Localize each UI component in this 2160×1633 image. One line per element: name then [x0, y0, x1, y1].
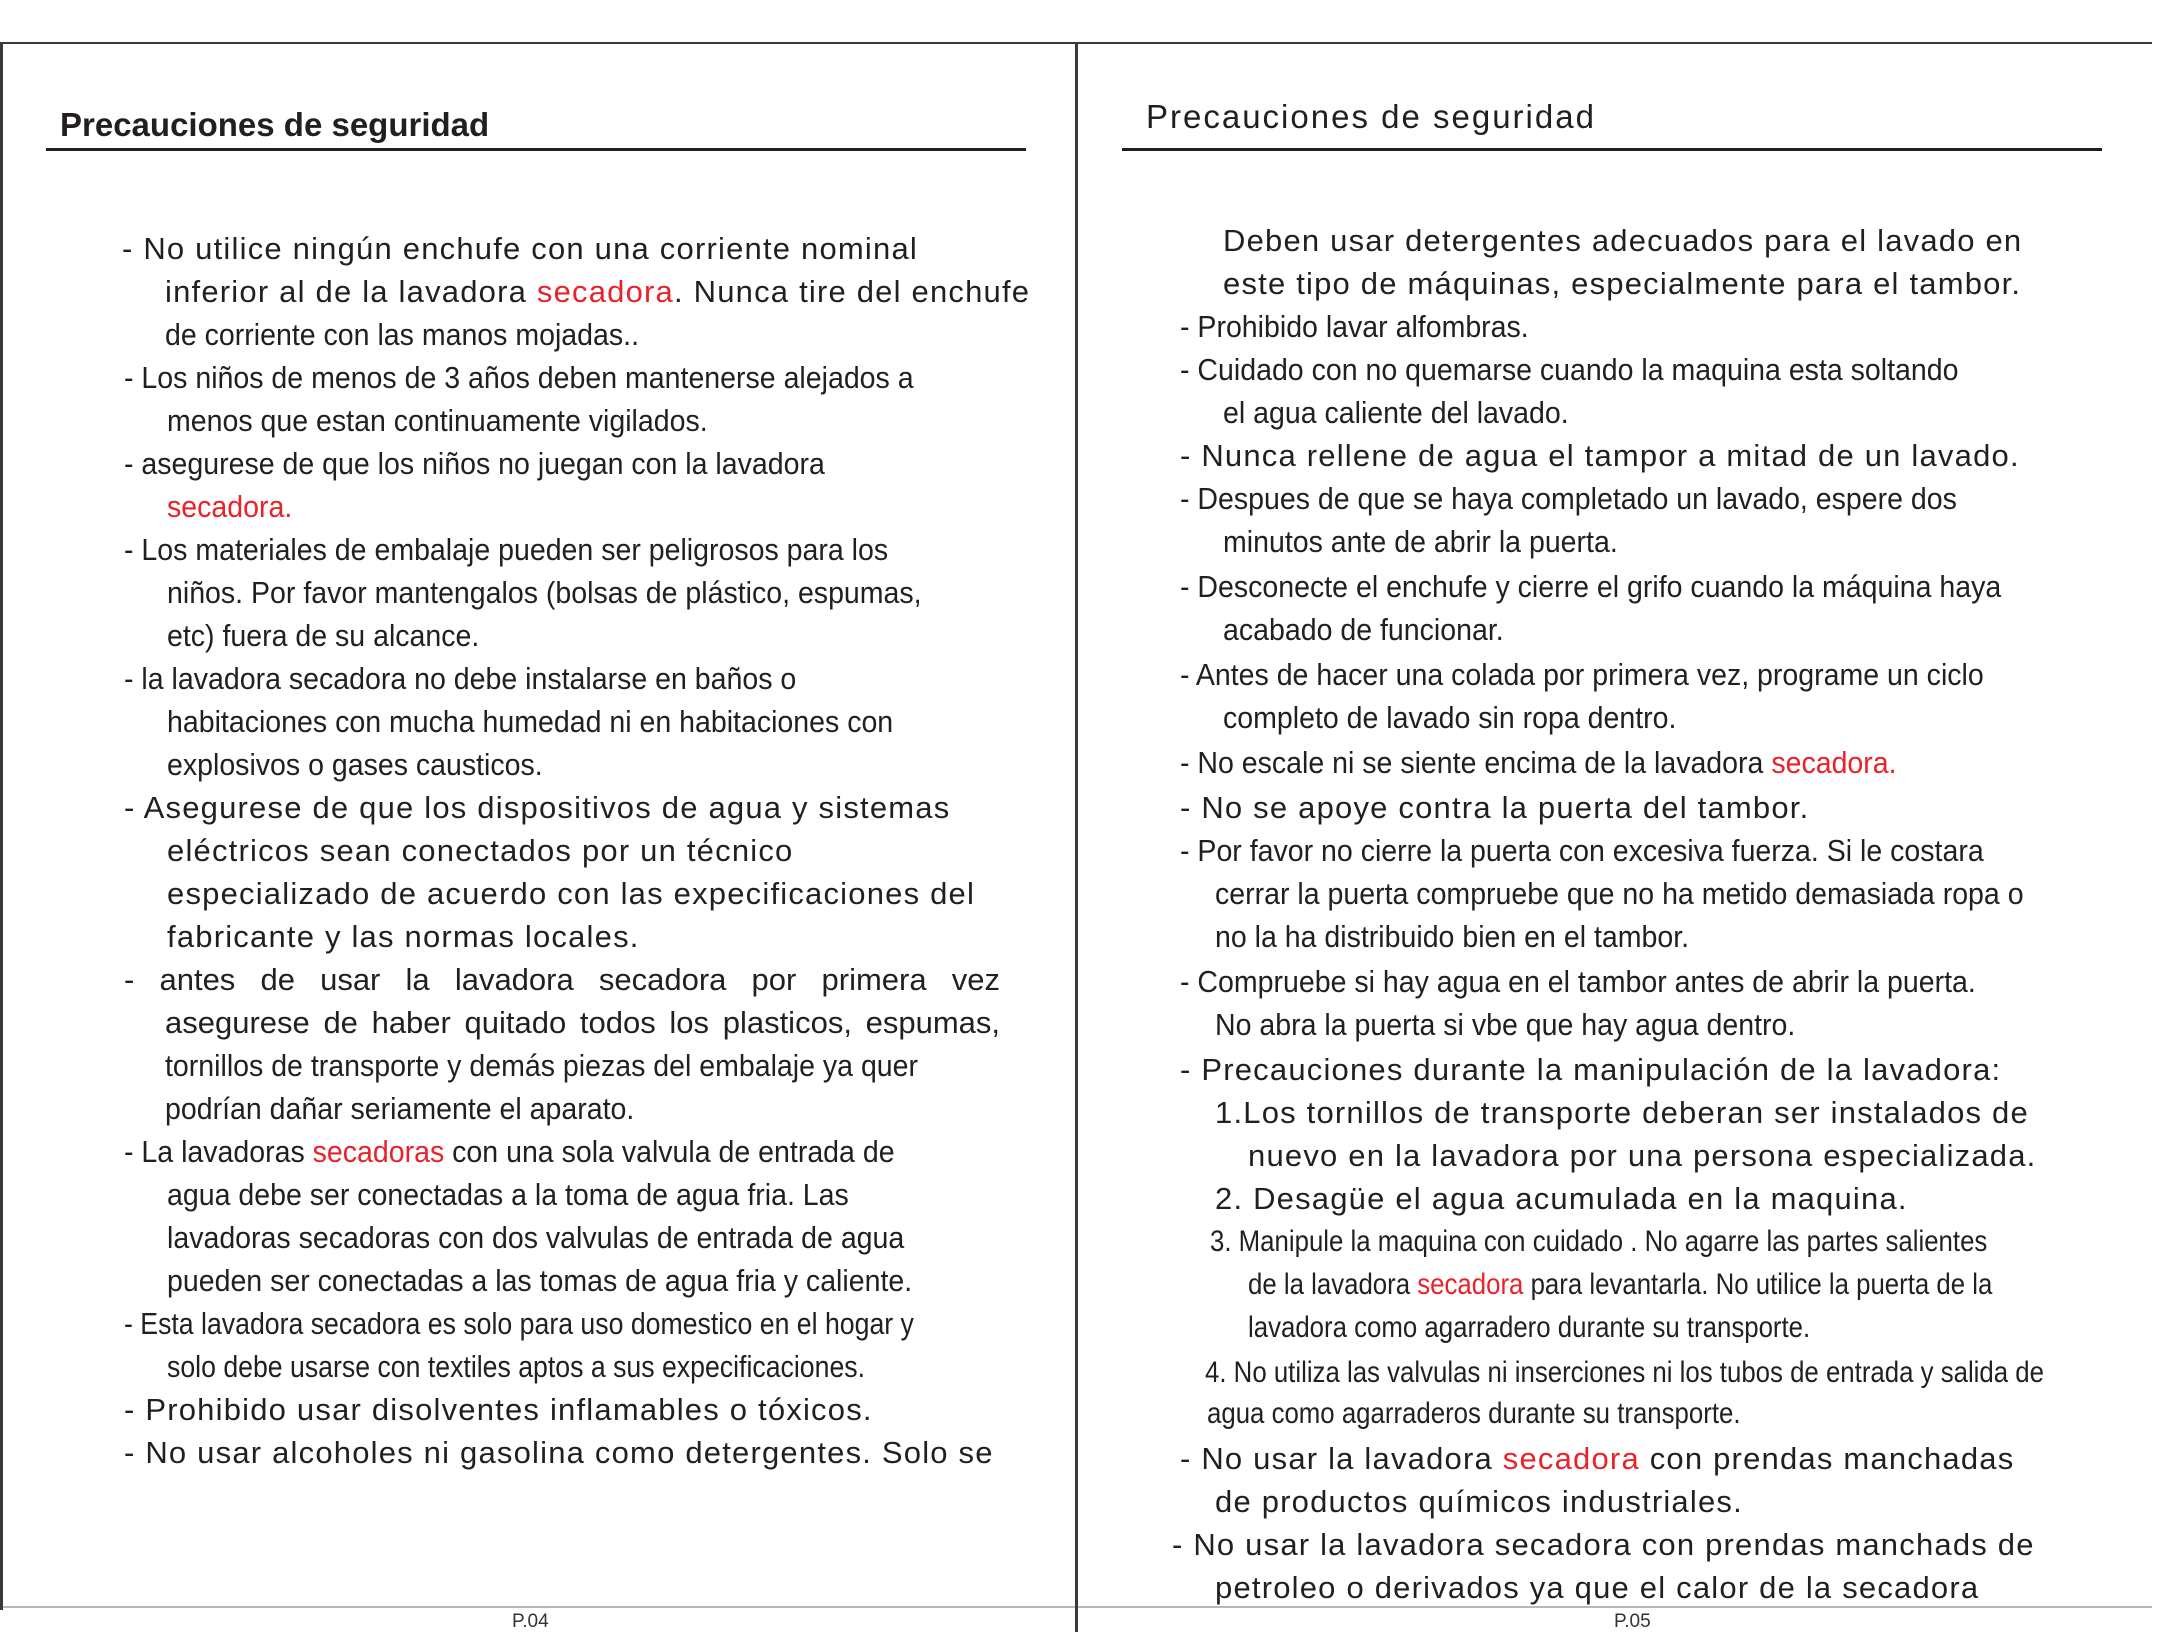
left-line: de corriente con las manos mojadas.. [165, 317, 640, 352]
left-page-number: P.04 [512, 1611, 549, 1632]
left-line: niños. Por favor mantengalos (bolsas de plástico, espumas, [167, 575, 922, 610]
left-line: eléctricos sean conectados por un técnico [167, 833, 794, 868]
right-line: completo de lavado sin ropa dentro. [1223, 700, 1677, 735]
right-line: - Despues de que se haya completado un lavado, espere dos [1180, 481, 1957, 516]
left-line: habitaciones con mucha humedad ni en habitaciones con [167, 704, 894, 739]
right-line: de productos químicos industriales. [1215, 1484, 1743, 1519]
right-line: Deben usar detergentes adecuados para el lavado en [1223, 223, 2023, 258]
right-line: No abra la puerta si vbe que hay agua dentro. [1215, 1007, 1796, 1042]
left-line: asegurese de haber quitado todos los plasticos, espumas, [165, 1005, 1000, 1040]
left-line: fabricante y las normas locales. [167, 919, 640, 954]
right-line: - No se apoye contra la puerta del tambor. [1180, 790, 1810, 825]
right-line: - Por favor no cierre la puerta con excesiva fuerza. Si le costara [1180, 833, 1984, 868]
right-line: - No usar la lavadora secadora con prendas manchads de [1172, 1527, 2035, 1562]
right-line: cerrar la puerta compruebe que no ha metido demasiada ropa o [1215, 876, 2024, 911]
left-line: - Los materiales de embalaje pueden ser peligrosos para los [124, 532, 889, 567]
right-line: - No escale ni se siente encima de la lavadora secadora. [1180, 745, 1897, 780]
right-line: - Desconecte el enchufe y cierre el grifo cuando la máquina haya [1180, 569, 2002, 604]
page-divider [1075, 42, 1078, 1632]
right-page-title: Precauciones de seguridad [1146, 98, 1596, 135]
right-footer-line [1078, 1606, 2152, 1608]
right-page-number: P.05 [1614, 1611, 1651, 1632]
right-line: de la lavadora secadora para levantarla. No utilice la puerta de la [1248, 1268, 1993, 1301]
left-page-title: Precauciones de seguridad [60, 106, 490, 143]
right-line: - Compruebe si hay agua en el tambor antes de abrir la puerta. [1180, 964, 1976, 999]
left-line: - Los niños de menos de 3 años deben mantenerse alejados a [124, 360, 914, 395]
right-line: este tipo de máquinas, especialmente para el tambor. [1223, 266, 2022, 301]
right-title-rule [1122, 148, 2102, 151]
left-footer-line [3, 1606, 1075, 1608]
left-line: - Prohibido usar disolventes inflamables o tóxicos. [124, 1392, 873, 1427]
left-line: solo debe usarse con textiles aptos a sus expecificaciones. [167, 1349, 866, 1384]
right-line: minutos ante de abrir la puerta. [1223, 524, 1618, 559]
right-line: agua como agarraderos durante su transporte. [1207, 1397, 1741, 1430]
right-line: el agua caliente del lavado. [1223, 395, 1569, 430]
left-line: - No usar alcoholes ni gasolina como detergentes. Solo se [124, 1435, 994, 1470]
left-line: - la lavadora secadora no debe instalarse en baños o [124, 661, 797, 696]
left-line: - Esta lavadora secadora es solo para uso domestico en el hogar y [124, 1306, 914, 1341]
right-line: - Precauciones durante la manipulación de la lavadora: [1180, 1052, 2002, 1087]
left-line: secadora. [167, 489, 293, 524]
right-line: nuevo en la lavadora por una persona especializada. [1248, 1138, 2037, 1173]
right-line: petroleo o derivados ya que el calor de la secadora [1215, 1570, 1980, 1605]
left-line: - La lavadoras secadoras con una sola valvula de entrada de [124, 1134, 895, 1169]
right-line: - No usar la lavadora secadora con prendas manchadas [1180, 1441, 2015, 1476]
right-line: 2. Desagüe el agua acumulada en la maquina. [1215, 1181, 1908, 1216]
right-line: - Antes de hacer una colada por primera vez, programe un ciclo [1180, 657, 1984, 692]
left-line: lavadoras secadoras con dos valvulas de entrada de agua [167, 1220, 905, 1255]
right-line: 4. No utiliza las valvulas ni inserciones ni los tubos de entrada y salida de [1205, 1356, 2044, 1389]
left-line: etc) fuera de su alcance. [167, 618, 480, 653]
left-line: - antes de usar la lavadora secadora por primera vez [124, 962, 1000, 997]
right-line: acabado de funcionar. [1223, 612, 1504, 647]
left-line: menos que estan continuamente vigilados. [167, 403, 708, 438]
right-line: lavadora como agarradero durante su transporte. [1248, 1311, 1811, 1344]
left-line: explosivos o gases causticos. [167, 747, 543, 782]
right-line: - Cuidado con no quemarse cuando la maquina esta soltando [1180, 352, 1959, 387]
left-line: - asegurese de que los niños no juegan con la lavadora [124, 446, 825, 481]
right-line: - Nunca rellene de agua el tampor a mitad de un lavado. [1180, 438, 2020, 473]
left-line: inferior al de la lavadora secadora. Nunca tire del enchufe [165, 274, 1031, 309]
right-line: - Prohibido lavar alfombras. [1180, 309, 1529, 344]
right-line: 1.Los tornillos de transporte deberan ser instalados de [1215, 1095, 2029, 1130]
left-line: - No utilice ningún enchufe con una corriente nominal [122, 231, 918, 266]
left-line: agua debe ser conectadas a la toma de agua fria. Las [167, 1177, 849, 1212]
frame-left-border [0, 42, 3, 1610]
right-line: 3. Manipule la maquina con cuidado . No agarre las partes salientes [1210, 1225, 1988, 1258]
left-line: pueden ser conectadas a las tomas de agua fria y caliente. [167, 1263, 913, 1298]
left-line: - Asegurese de que los dispositivos de agua y sistemas [124, 790, 951, 825]
left-title-rule [46, 148, 1026, 151]
left-line: especializado de acuerdo con las expecificaciones del [167, 876, 976, 911]
left-line: podrían dañar seriamente el aparato. [165, 1091, 635, 1126]
right-line: no la ha distribuido bien en el tambor. [1215, 919, 1690, 954]
left-line: tornillos de transporte y demás piezas del embalaje ya quer [165, 1048, 919, 1083]
